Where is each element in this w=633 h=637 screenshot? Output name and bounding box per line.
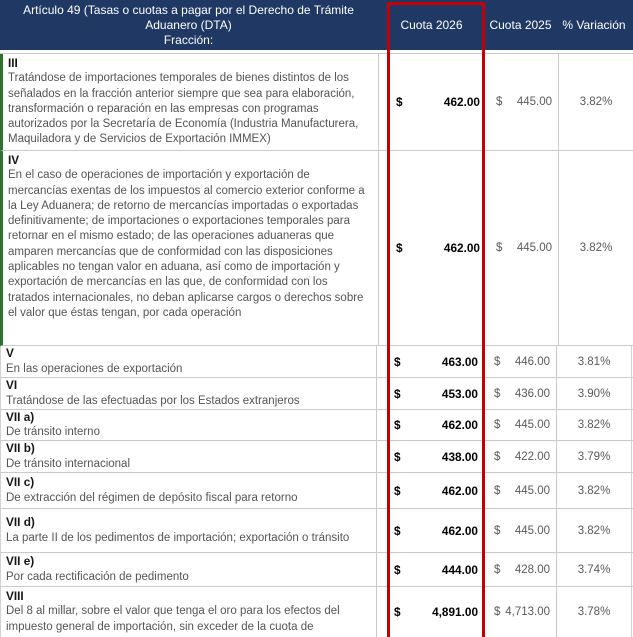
currency-symbol: $ bbox=[494, 355, 501, 368]
row-description bbox=[1, 441, 377, 472]
fraction-label: VI bbox=[6, 378, 18, 393]
cuota-2026-cell bbox=[377, 587, 487, 637]
fraction-description: De tránsito interno bbox=[6, 426, 100, 438]
currency-symbol: $ bbox=[394, 386, 401, 401]
cuota-2026-value: 462.00 bbox=[441, 418, 478, 432]
cuota-2025-cell bbox=[487, 346, 556, 377]
row-description bbox=[1, 473, 377, 508]
variation-value: 3.82% bbox=[558, 151, 633, 345]
table-row-vii-b bbox=[0, 441, 633, 473]
variation-value: 3.79% bbox=[556, 441, 632, 472]
row-description bbox=[3, 151, 379, 345]
fraction-label: IV bbox=[8, 153, 20, 167]
column-header-cuota-2026: Cuota 2026 bbox=[400, 18, 463, 32]
cuota-2026-value: 4,891.00 bbox=[432, 605, 478, 619]
cuota-2025-cell bbox=[487, 410, 556, 440]
cuota-2026-cell bbox=[379, 54, 489, 150]
cuota-2026-value: 462.00 bbox=[441, 523, 478, 538]
currency-symbol: $ bbox=[394, 605, 401, 619]
cuota-2025-cell bbox=[487, 553, 556, 586]
fraction-description: En las operaciones de exportación bbox=[6, 362, 183, 375]
fraction-label: VII e) bbox=[6, 554, 35, 569]
cuota-2025-value: 446.00 bbox=[514, 355, 550, 368]
table-row-iii bbox=[0, 54, 633, 151]
cuota-2026-value: 438.00 bbox=[441, 449, 478, 464]
cuota-2026-cell bbox=[377, 441, 487, 472]
fraction-label: VIII bbox=[6, 589, 24, 603]
fraction-label: VII c) bbox=[6, 475, 35, 490]
cuota-2026-cell bbox=[377, 509, 487, 552]
currency-symbol: $ bbox=[494, 563, 501, 576]
cuota-2025-value: 445.00 bbox=[516, 96, 552, 108]
currency-symbol: $ bbox=[496, 96, 503, 108]
cuota-2025-value: 445.00 bbox=[516, 242, 552, 254]
currency-symbol: $ bbox=[494, 419, 501, 431]
cuota-2025-cell bbox=[489, 151, 558, 345]
cuota-2025-cell bbox=[487, 473, 556, 508]
cuota-2026-cell bbox=[377, 410, 487, 440]
variation-value: 3.81% bbox=[556, 346, 632, 377]
variation-value: 3.82% bbox=[556, 410, 632, 440]
currency-symbol: $ bbox=[394, 483, 401, 498]
cuota-2025-value: 422.00 bbox=[514, 450, 550, 463]
currency-symbol: $ bbox=[494, 606, 501, 618]
fraction-label: III bbox=[8, 56, 18, 70]
table-row-iv bbox=[0, 151, 633, 346]
row-description bbox=[1, 346, 377, 377]
header-title-line1: Artículo 49 (Tasas o cuotas a pagar por el Derecho de Trámite Aduanero (DTA) bbox=[23, 2, 354, 32]
cuota-2025-cell bbox=[487, 509, 556, 552]
variation-value: 3.82% bbox=[558, 54, 633, 150]
currency-symbol: $ bbox=[394, 449, 401, 464]
fraction-description: De extracción del régimen de depósito fiscal para retorno bbox=[6, 491, 298, 504]
currency-symbol: $ bbox=[494, 524, 501, 537]
fraction-description: La parte II de los pedimentos de importación; exportación o tránsito bbox=[6, 531, 350, 544]
column-header-cuota-2025: Cuota 2025 bbox=[489, 18, 552, 32]
fraction-description: Tratándose de importaciones temporales de bienes distintos de los señalados en la fracción anterior siempre que sea para elaboración, transformación o reparación en las empresas con programas autorizados por la Secretaría de Economía (Industria Manufacturera, Maquiladora y de Servicios de Exportación IMMEX) bbox=[8, 72, 359, 146]
table-row-vii-e bbox=[0, 553, 633, 587]
cuota-2025-value: 436.00 bbox=[514, 387, 550, 400]
fraction-description: Por cada rectificación de pedimento bbox=[6, 570, 189, 583]
cuota-2025-cell bbox=[489, 54, 558, 150]
variation-value: 3.82% bbox=[556, 473, 632, 508]
currency-symbol: $ bbox=[394, 354, 401, 369]
table-row-vii-a bbox=[0, 410, 633, 441]
header-title-line2: Fracción: bbox=[163, 32, 214, 47]
cuota-2026-cell bbox=[377, 473, 487, 508]
cuota-2025-cell bbox=[487, 378, 556, 409]
fraction-description: De tránsito internacional bbox=[6, 457, 131, 470]
variation-value: 3.90% bbox=[556, 378, 632, 409]
cuota-2026-value: 444.00 bbox=[441, 562, 478, 577]
cuota-2026-cell bbox=[377, 346, 487, 377]
fraction-description: En el caso de operaciones de importación y exportación de mercancías exentas de los impuestos al comercio exterior conforme a la Ley Aduanera; de retorno de mercancías importadas o exportadas definitivamente; de importaciones o exportaciones temporales para retornar en el mismo estado; de las operaciones aduaneras que amparen mercancías que de conformidad con las disposiciones aplicables no tengan valor en aduana, así como de importación y exportación de mercancías en las que, de conformidad con los tratados internacionales, no deban aplicarse cargos o derechos sobre el valor que éstas tengan, por cada operación bbox=[8, 169, 365, 319]
fraction-description: Del 8 al millar, sobre el valor que tenga el oro para los efectos del impuesto general de importación, sin exceder de la cuota de bbox=[6, 605, 340, 633]
variation-value: 3.74% bbox=[556, 553, 632, 586]
table-row-viii bbox=[0, 587, 633, 637]
fraction-description: Tratándose de las efectuadas por los Estados extranjeros bbox=[6, 394, 300, 407]
variation-value: 3.78% bbox=[556, 587, 632, 637]
cuota-2025-value: 4,713.00 bbox=[505, 606, 550, 618]
currency-symbol: $ bbox=[494, 387, 501, 400]
fraction-label: V bbox=[6, 346, 14, 361]
table-body bbox=[0, 53, 633, 637]
table-row-vii-d bbox=[0, 509, 633, 553]
currency-symbol: $ bbox=[394, 523, 401, 538]
currency-symbol: $ bbox=[396, 95, 403, 109]
variation-value: 3.82% bbox=[556, 509, 632, 552]
row-description bbox=[1, 410, 377, 440]
row-description bbox=[3, 54, 379, 150]
fraction-label: VII d) bbox=[6, 515, 35, 530]
cuota-2025-value: 445.00 bbox=[514, 524, 550, 537]
fraction-label: VII a) bbox=[6, 410, 35, 424]
fraction-label: VII b) bbox=[6, 441, 35, 456]
cuota-2026-cell bbox=[379, 151, 489, 345]
currency-symbol: $ bbox=[494, 450, 501, 463]
header-article-title bbox=[0, 0, 377, 50]
currency-symbol: $ bbox=[496, 242, 503, 254]
row-description bbox=[1, 553, 377, 586]
column-header-variacion: % Variación bbox=[562, 18, 626, 32]
table-row-v bbox=[0, 346, 633, 378]
table-row-vii-c bbox=[0, 473, 633, 509]
cuota-2025-value: 445.00 bbox=[514, 419, 550, 431]
currency-symbol: $ bbox=[396, 241, 403, 255]
cuota-2025-cell bbox=[487, 441, 556, 472]
cuota-2026-value: 462.00 bbox=[443, 241, 480, 255]
cuota-2026-value: 462.00 bbox=[443, 95, 480, 109]
cuota-2025-cell bbox=[487, 587, 556, 637]
row-description bbox=[1, 509, 377, 552]
currency-symbol: $ bbox=[394, 562, 401, 577]
table-header-row bbox=[0, 0, 633, 50]
cuota-2026-value: 462.00 bbox=[441, 483, 478, 498]
cuota-2026-cell bbox=[377, 378, 487, 409]
row-description bbox=[1, 587, 377, 637]
row-description bbox=[1, 378, 377, 409]
table-row-vi bbox=[0, 378, 633, 410]
currency-symbol: $ bbox=[394, 418, 401, 432]
currency-symbol: $ bbox=[494, 484, 501, 497]
cuota-2026-value: 463.00 bbox=[441, 354, 478, 369]
cuota-2026-value: 453.00 bbox=[441, 386, 478, 401]
cuota-2025-value: 445.00 bbox=[514, 484, 550, 497]
cuota-2025-value: 428.00 bbox=[514, 563, 550, 576]
cuota-2026-cell bbox=[377, 553, 487, 586]
